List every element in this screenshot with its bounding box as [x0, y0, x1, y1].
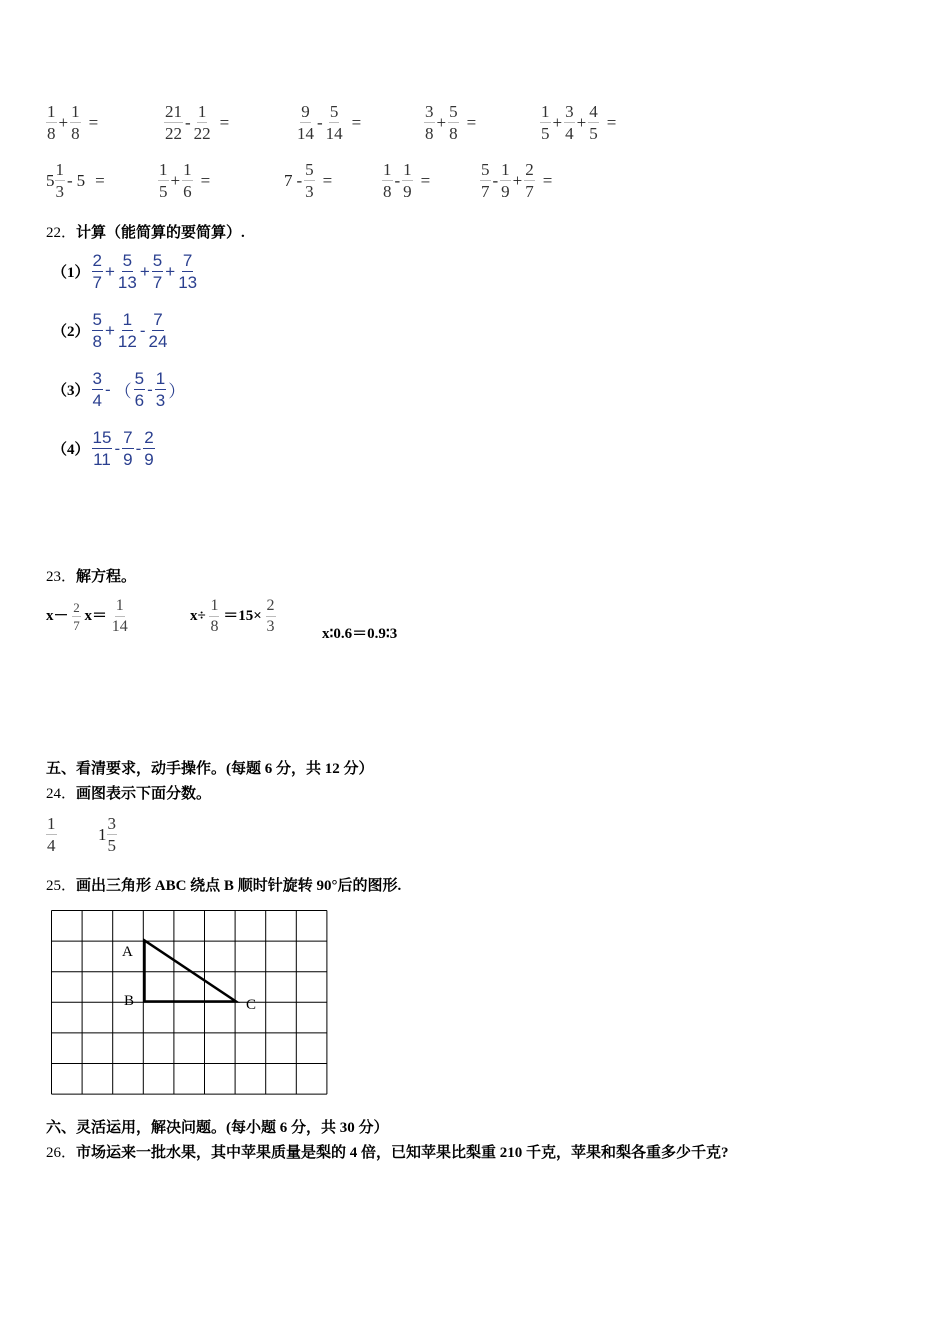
label-b: B	[124, 993, 135, 1009]
q24-fraction-1: $\frac{1}{4}$	[47, 814, 56, 855]
operator: +	[170, 170, 181, 190]
item-label: （4）	[52, 442, 90, 458]
operator: +	[436, 112, 447, 132]
q25-text: 画出三角形 ABC 绕点 B 顺时针旋转 90°后的图形.	[76, 878, 402, 894]
q25-number: 25．	[46, 878, 77, 894]
fraction: $\frac{4}{5}$	[589, 102, 598, 143]
operator: -	[67, 170, 73, 190]
fraction: $\frac{2}{7}$	[525, 160, 534, 201]
operator: +	[58, 112, 69, 132]
term-text: 7	[284, 170, 293, 190]
fraction: $\frac{1}{9}$	[403, 160, 412, 201]
operator: -	[185, 112, 191, 132]
item-label: （1）	[52, 265, 90, 281]
equals-sign: =	[542, 170, 553, 190]
expr-r2-4	[382, 161, 432, 200]
q26-number: 26．	[46, 1145, 77, 1161]
expr-r2-5	[480, 161, 554, 200]
fraction: $\frac{7}{9}$	[123, 428, 133, 469]
expr-r2-3	[282, 161, 334, 200]
operator: -	[135, 438, 142, 458]
q25-title	[46, 874, 401, 895]
equation-3: x∶0.6＝0.9∶3	[322, 626, 398, 642]
rotation-grid	[50, 909, 328, 1097]
section-5-heading: 五、看清要求，动手操作。(每题 6 分，共 12 分）	[46, 761, 374, 777]
equation-2	[190, 598, 276, 635]
q22-text: 计算（能简算的要简算）.	[76, 225, 245, 241]
q24-fraction-2: 1 $\frac{3}{5}$	[98, 814, 116, 855]
expr-r1-4	[424, 103, 478, 142]
term-text: （	[114, 382, 132, 401]
operator: -	[394, 170, 401, 190]
label-a: A	[122, 944, 133, 960]
fraction: $\frac{3}{8}$	[425, 102, 434, 143]
eq1-part-a: x－	[46, 607, 69, 624]
expr-r1-3	[296, 103, 363, 142]
fraction: $\frac{1}{3}$	[55, 160, 64, 201]
fraction: $\frac{5}{3}$	[305, 160, 314, 201]
eq2-part-b: ＝15×	[223, 607, 262, 624]
expr-r1-2	[164, 103, 231, 142]
fraction: $\frac{5}{6}$	[134, 369, 145, 410]
operator: -	[139, 320, 146, 340]
fraction: $\frac{1}{6}$	[183, 160, 192, 201]
equals-sign: =	[606, 112, 617, 132]
fraction: $\frac{7}{13}$	[178, 251, 198, 292]
operator: -	[317, 112, 323, 132]
equation-1	[46, 598, 129, 635]
fraction: $\frac{5}{8}$	[449, 102, 458, 143]
fraction: $\frac{1}{5}$	[541, 102, 550, 143]
q24-text: 画图表示下面分数。	[76, 786, 212, 802]
fraction: $\frac{3}{4}$	[92, 369, 102, 410]
operator: +	[576, 112, 587, 132]
label-c: C	[246, 997, 257, 1013]
q26-text: 市场运来一批水果，其中苹果质量是梨的 4 倍，已知苹果比梨重 210 千克，苹果和梨各重多少千克?	[76, 1145, 729, 1161]
q22-title	[46, 221, 245, 242]
equals-sign: =	[322, 170, 333, 190]
fraction: $\frac{5}{7}$	[481, 160, 490, 201]
q22-item-4	[50, 429, 155, 468]
equals-sign: =	[420, 170, 431, 190]
fraction: $\frac{1}{8}$	[383, 160, 392, 201]
operator: +	[139, 261, 150, 281]
fraction: $\frac{1}{5}$	[159, 160, 168, 201]
fraction: $\frac{3}{4}$	[565, 102, 574, 143]
eq2-fraction-1: $\frac{1}{8}$	[210, 597, 219, 635]
q26-title	[46, 1141, 729, 1162]
q22-item-3	[50, 370, 187, 409]
expr-r1-1	[46, 103, 100, 142]
item-label: （2）	[52, 324, 90, 340]
fraction: $\frac{7}{24}$	[148, 310, 168, 351]
item-label: （3）	[52, 383, 90, 399]
triangle-abc	[145, 941, 237, 1002]
equals-sign: =	[200, 170, 211, 190]
fraction: $\frac{5}{13}$	[117, 251, 137, 292]
expr-r2-1	[46, 161, 107, 200]
equals-sign: =	[219, 112, 230, 132]
q23-text: 解方程。	[76, 569, 137, 585]
expr-r1-5	[540, 103, 618, 142]
operator: +	[104, 261, 115, 281]
eq1-fraction-1: $\frac{2}{7}$	[73, 600, 80, 633]
q22-number: 22．	[46, 225, 77, 241]
fraction: $\frac{5}{14}$	[325, 102, 343, 143]
fraction: $\frac{2}{9}$	[144, 428, 154, 469]
fraction: $\frac{15}{11}$	[92, 428, 112, 469]
fraction: $\frac{1}{8}$	[47, 102, 56, 143]
equals-sign: =	[88, 112, 99, 132]
operator: +	[552, 112, 563, 132]
fraction: $\frac{1}{9}$	[501, 160, 510, 201]
fraction: $\frac{1}{12}$	[117, 310, 137, 351]
equals-sign: =	[95, 170, 105, 190]
whole-number: 5	[46, 170, 55, 190]
term-text: 5	[76, 170, 86, 190]
q24-title	[46, 782, 211, 803]
q24-number: 24．	[46, 786, 77, 802]
fraction: $\frac{21}{22}$	[165, 102, 182, 143]
operator: +	[104, 320, 115, 340]
fraction: $\frac{1}{3}$	[155, 369, 166, 410]
eq1-fraction-2: $\frac{1}{14}$	[111, 597, 128, 635]
section-6-heading: 六、灵活运用，解决问题。(每小题 6 分，共 30 分）	[46, 1120, 389, 1136]
operator: +	[512, 170, 523, 190]
q22-item-2	[50, 311, 168, 350]
eq2-part-a: x÷	[190, 607, 206, 624]
fraction: $\frac{5}{7}$	[152, 251, 163, 292]
fraction: $\frac{1}{8}$	[71, 102, 80, 143]
equals-sign: =	[466, 112, 477, 132]
q23-number: 23．	[46, 569, 77, 585]
operator: -	[104, 379, 111, 399]
q22-item-1	[50, 252, 198, 291]
q23-title	[46, 565, 136, 586]
fraction: $\frac{1}{22}$	[193, 102, 211, 143]
equals-sign: =	[351, 112, 362, 132]
fraction: $\frac{5}{8}$	[92, 310, 102, 351]
operator: -	[147, 379, 153, 399]
operator: -	[114, 438, 121, 458]
operator: -	[492, 170, 499, 190]
quick-calc-row-1	[46, 103, 746, 151]
quick-calc-row-2	[46, 161, 746, 209]
eq2-fraction-2: $\frac{2}{3}$	[266, 597, 275, 635]
fraction: $\frac{2}{7}$	[92, 251, 102, 292]
fraction: $\frac{9}{14}$	[297, 102, 314, 143]
operator: -	[296, 170, 303, 190]
eq1-part-b: x＝	[84, 607, 108, 624]
operator: +	[165, 261, 176, 281]
expr-r2-2	[158, 161, 212, 200]
term-text: ）	[168, 382, 186, 401]
